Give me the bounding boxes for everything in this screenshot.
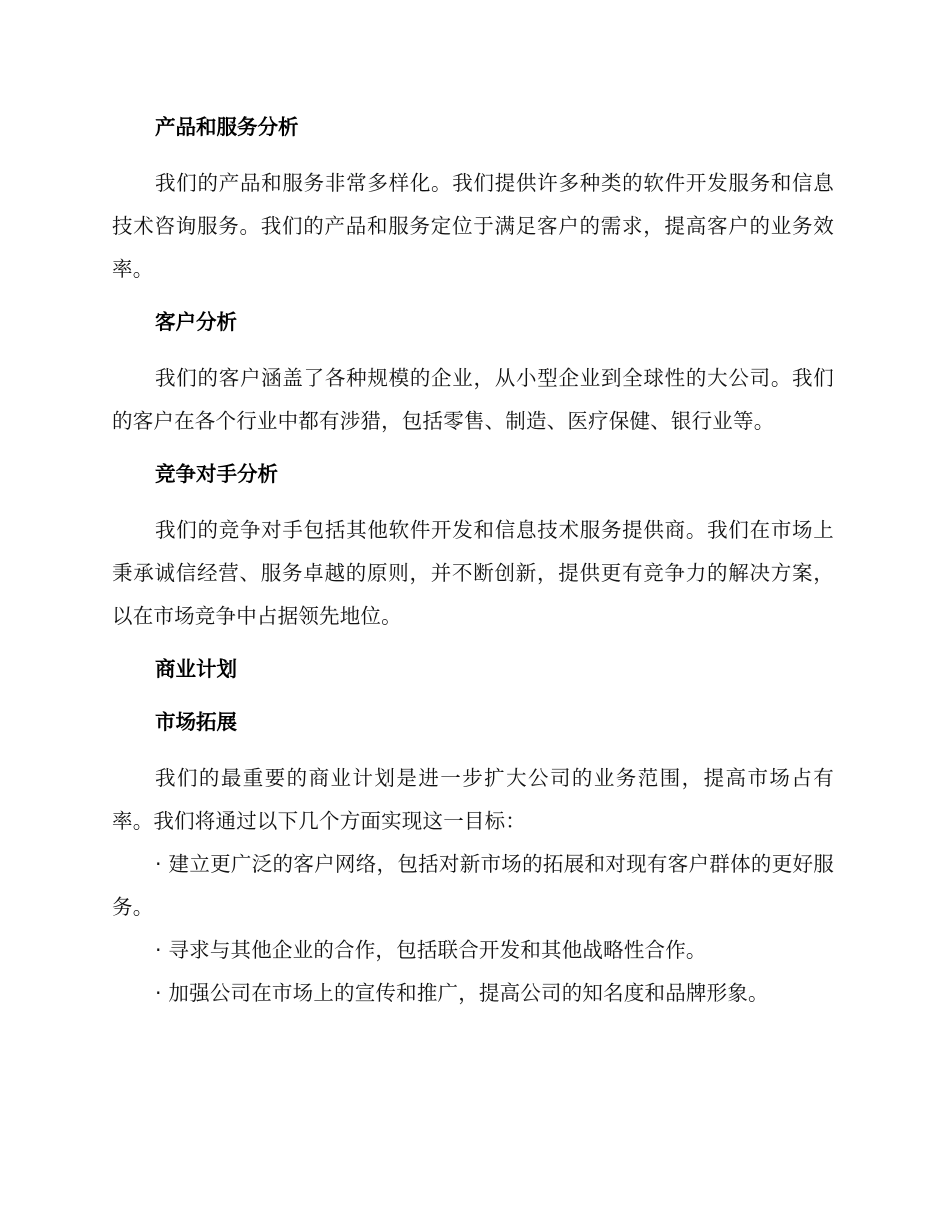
section-paragraph-competitors: 我们的竞争对手包括其他软件开发和信息技术服务提供商。我们在市场上秉承诚信经营、服务卓越的原则，并不断创新，提供更有竞争力的解决方案，以在市场竞争中占据领先地位。 (112, 518, 834, 628)
business-plan-heading: 商业计划 (155, 657, 237, 681)
bullet-item: · 加强公司在市场上的宣传和推广，提高公司的知名度和品牌形象。 (155, 981, 769, 1005)
section-heading-competitors: 竞争对手分析 (155, 462, 278, 486)
market-expansion-heading: 市场拓展 (155, 710, 237, 734)
document-body (112, 108, 834, 1015)
market-expansion-paragraph: 我们的最重要的商业计划是进一步扩大公司的业务范围，提高市场占有率。我们将通过以下几个方面实现这一目标： (112, 766, 834, 833)
section-paragraph-customers: 我们的客户涵盖了各种规模的企业，从小型企业到全球性的大公司。我们的客户在各个行业中都有涉猎，包括零售、制造、医疗保健、银行业等。 (112, 366, 834, 433)
section-heading-products: 产品和服务分析 (155, 115, 299, 139)
bullet-item: · 寻求与其他企业的合作，包括联合开发和其他战略性合作。 (155, 938, 707, 962)
section-paragraph-products: 我们的产品和服务非常多样化。我们提供许多种类的软件开发服务和信息技术咨询服务。我们的产品和服务定位于满足客户的需求，提高客户的业务效率。 (112, 171, 834, 281)
section-heading-customers: 客户分析 (155, 310, 237, 334)
bullet-item: · 建立更广泛的客户网络，包括对新市场的拓展和对现有客户群体的更好服务。 (112, 852, 834, 919)
